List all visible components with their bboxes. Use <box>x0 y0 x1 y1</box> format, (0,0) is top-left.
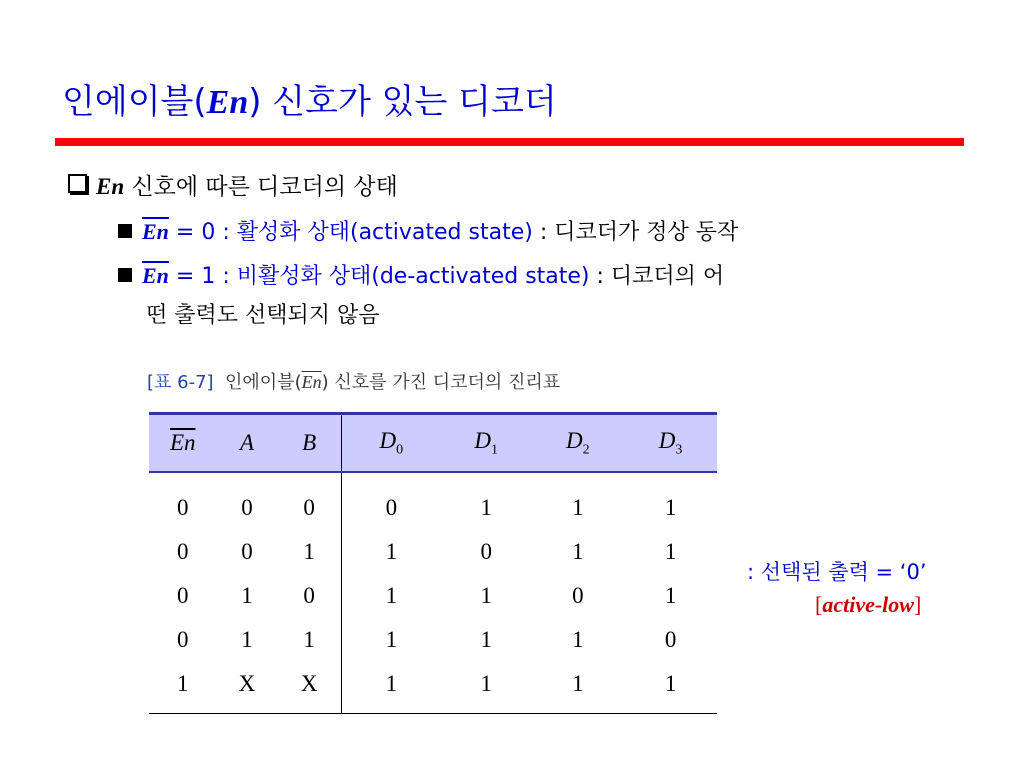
table-row <box>149 574 717 618</box>
table-cell: 0 <box>341 472 441 530</box>
table-cell: X <box>216 662 277 714</box>
checkbox-bullet-icon <box>68 174 87 193</box>
selected-output-note: : 선택된 출력 = ‘0’ <box>747 560 927 584</box>
col-d3: $D_3$ <box>658 427 683 458</box>
table-cell: 1 <box>480 495 492 520</box>
table-cell: 0 <box>176 583 189 608</box>
col-d2: $D_2$ <box>566 427 590 458</box>
bullet-en: En <box>96 174 125 199</box>
table-cell: 1 <box>572 495 584 520</box>
table-cell: 0 <box>572 583 584 608</box>
table-cell: 1 <box>341 618 441 662</box>
col-d1: $D_1$ <box>474 427 498 458</box>
table-row <box>149 472 717 530</box>
table-cell: 1 <box>241 583 253 608</box>
table-row <box>149 662 717 714</box>
title-divider <box>55 138 964 146</box>
table-cell: 1 <box>532 662 625 714</box>
table-row <box>149 618 717 662</box>
table-cell: 1 <box>480 627 492 652</box>
table-cell: 0 <box>303 583 315 608</box>
square-bullet-icon <box>118 268 132 282</box>
table-cell: 1 <box>480 583 492 608</box>
sub-bullet-continuation: 떤 출력도 선택되지 않음 <box>146 303 380 328</box>
table-caption: [표 6-7] 인에이블$(\overline{En})$ 신호를 가진 디코더의 진리표 <box>147 372 561 393</box>
table-cell: 1 <box>664 495 677 520</box>
table-cell: X <box>278 662 342 714</box>
table-cell: 1 <box>441 662 532 714</box>
table-cell: 1 <box>303 627 315 652</box>
table-cell: 0 <box>241 539 253 564</box>
sub-bullet-active: $\overline{En} = 0$ : 활성화 상태(activated state) : 디코더가 정상 동작 <box>118 215 738 246</box>
col-b: B <box>302 430 317 455</box>
table-cell: 1 <box>664 539 677 564</box>
table-cell: 1 <box>572 539 584 564</box>
table-cell: 1 <box>572 627 584 652</box>
table-cell: 0 <box>176 627 189 652</box>
active-low-note: [active-low] <box>815 592 922 617</box>
table-cell: 0 <box>664 627 677 652</box>
table-cell: 1 <box>624 662 717 714</box>
col-d0: $D_0$ <box>379 427 404 458</box>
bullet-main: En 신호에 따른 디코더의 상태 <box>68 168 398 201</box>
table-cell: 0 <box>176 495 189 520</box>
table-cell: 1 <box>664 583 677 608</box>
col-a: A <box>239 430 255 455</box>
table-cell: 1 <box>241 627 253 652</box>
table-header-row <box>149 414 717 473</box>
table-row <box>149 530 717 574</box>
slide-title: 인에이블(En) 신호가 있는 디코더 <box>62 82 557 122</box>
table-cell: 0 <box>176 539 189 564</box>
en-bar: $\overline{En}$ <box>142 219 169 244</box>
table-cell: 1 <box>341 574 441 618</box>
en-bar: $\overline{En}$ <box>142 263 169 288</box>
table-cell: 0 <box>480 539 492 564</box>
table-cell: 1 <box>149 662 216 714</box>
table-cell: 1 <box>341 530 441 574</box>
title-en: En <box>206 84 249 121</box>
sub-bullet-inactive: $\overline{En} = 1$ : 비활성화 상태(de-activated state) : 디코더의 어 <box>118 259 724 290</box>
col-en: $\overline{En}$ <box>169 430 196 455</box>
table-cell: 0 <box>241 495 253 520</box>
table-cell: 0 <box>303 495 315 520</box>
table-cell: 1 <box>341 662 441 714</box>
truth-table <box>149 412 717 714</box>
table-cell: 1 <box>303 539 315 564</box>
square-bullet-icon <box>118 224 132 238</box>
